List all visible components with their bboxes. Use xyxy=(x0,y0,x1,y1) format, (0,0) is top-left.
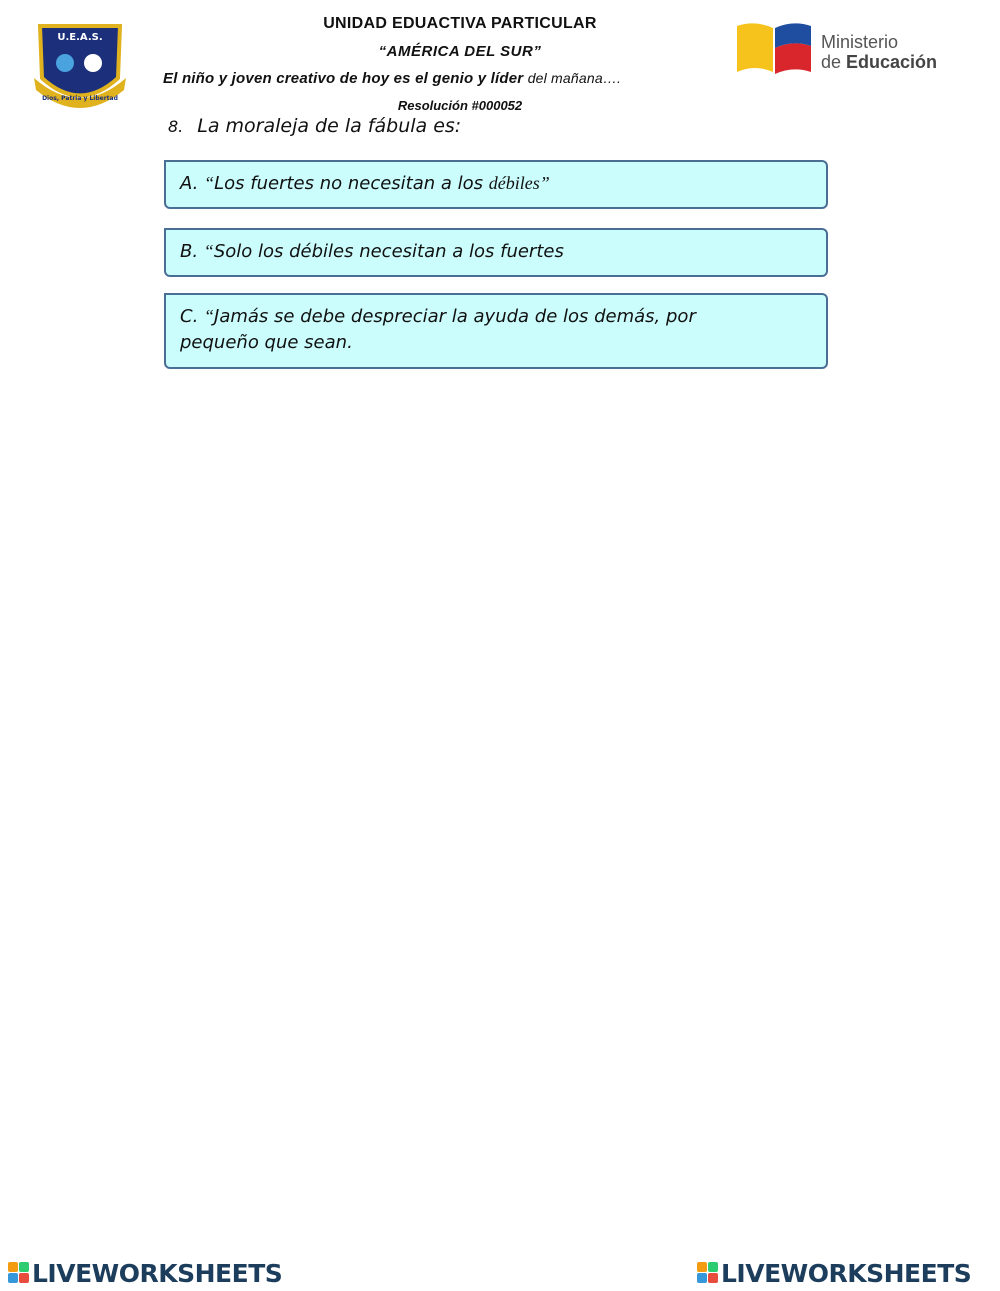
school-name: UNIDAD EDUACTIVA PARTICULAR xyxy=(323,15,597,32)
option-c-open-quote: “ xyxy=(204,306,215,326)
crest-text: U.E.A.S. xyxy=(57,32,103,43)
resolution-number: Resolución #000052 xyxy=(397,98,523,113)
question-number: 8. xyxy=(168,117,184,136)
school-crest-logo xyxy=(30,18,130,110)
option-c-prefix: C. xyxy=(180,306,205,327)
ministry-flag-icon xyxy=(735,20,815,80)
liveworksheets-text: LIVEWORKSHEETS xyxy=(721,1258,972,1288)
ministry-line2 xyxy=(821,52,937,72)
option-a-open-quote: “ xyxy=(204,173,215,193)
liveworksheets-icon xyxy=(697,1262,719,1284)
motto-tail: del mañana…. xyxy=(527,70,622,86)
option-c-line2: pequeño que sean. xyxy=(180,332,353,353)
liveworksheets-brand-left xyxy=(8,1258,282,1288)
liveworksheets-icon xyxy=(8,1262,30,1284)
option-a-serif-word: débiles” xyxy=(488,173,550,193)
option-a-prefix: A. xyxy=(180,173,205,194)
ministry-line2-prefix: de xyxy=(821,52,847,72)
option-a-text: Los fuertes no necesitan a los xyxy=(214,173,489,194)
question-text: La moraleja de la fábula es: xyxy=(197,115,462,137)
ministry-line1: Ministerio xyxy=(821,32,899,52)
option-b[interactable] xyxy=(164,228,828,277)
school-motto xyxy=(163,70,763,87)
liveworksheets-text: LIVEWORKSHEETS xyxy=(32,1258,283,1288)
option-c-line1: Jamás se debe despreciar la ayuda de los demás, por xyxy=(214,306,696,327)
option-b-open-quote: “ xyxy=(203,241,214,261)
liveworksheets-brand-right xyxy=(697,1258,971,1288)
option-b-prefix: B. xyxy=(180,241,204,262)
question-8 xyxy=(168,115,461,137)
motto-main: El niño y joven creativo de hoy es el genio y líder xyxy=(163,70,524,87)
option-a[interactable] xyxy=(164,160,828,209)
crest-banner: Dios, Patria y Libertad xyxy=(42,95,118,102)
ministry-line2-bold: Educación xyxy=(846,52,938,72)
option-c[interactable] xyxy=(164,293,828,369)
option-b-text: Solo los débiles necesitan a los fuertes xyxy=(213,241,564,262)
school-subtitle: “AMÉRICA DEL SUR” xyxy=(378,43,542,60)
ministry-logo xyxy=(735,20,965,80)
